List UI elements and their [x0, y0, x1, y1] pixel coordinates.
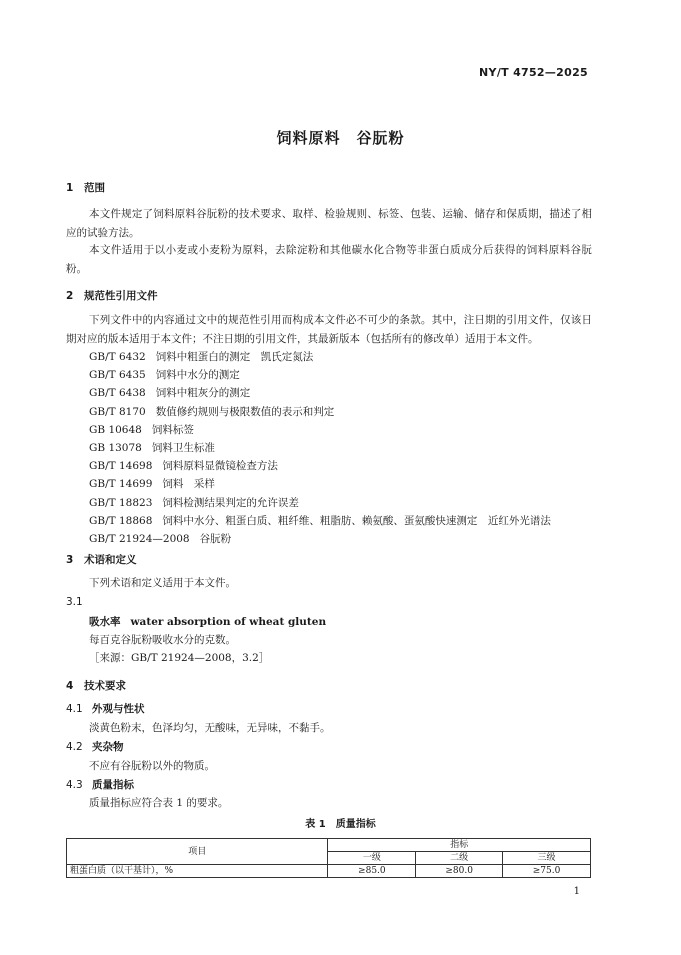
scope-paragraph-2: 本文件适用于以小麦或小麦粉为原料，去除淀粉和其他碳水化合物等非蛋白质成分后获得的饲料原料谷朊粉。: [66, 244, 592, 275]
section-title: 术语和定义: [84, 554, 137, 566]
reference-code: GB/T 6438: [89, 387, 146, 400]
reference-code: GB/T 18868: [89, 514, 153, 527]
scope-paragraph-1: 本文件规定了饲料原料谷朊粉的技术要求、取样、检验规则、标签、包装、运输、储存和保质期，描述了相应的试验方法。: [66, 208, 592, 239]
reference-code: GB/T 18823: [89, 496, 153, 509]
reference-title: 谷朊粉: [199, 533, 232, 545]
reference-item: [89, 367, 240, 382]
section-number: 4: [66, 680, 74, 692]
standard-code: NY/T 4752—2025: [479, 66, 588, 79]
reference-item: [89, 495, 299, 510]
document-title: 饲料原料 谷朊粉: [276, 129, 405, 147]
section-title: 技术要求: [84, 680, 126, 692]
reference-code: GB 13078: [89, 442, 142, 454]
table-header-row: [67, 839, 591, 852]
term-number-label: 3.1: [66, 596, 83, 608]
reference-item: [89, 404, 334, 419]
reference-title: 饲料检测结果判定的允许误差: [162, 496, 299, 509]
reference-item: [89, 349, 313, 364]
reference-item: [89, 458, 278, 473]
section-1-heading: [66, 180, 105, 195]
row-value-grade-1: ≥85.0: [328, 865, 416, 878]
reference-code: GB/T 14698: [89, 460, 153, 473]
reference-title: 饲料中粗灰分的测定: [155, 387, 251, 400]
terms-intro: 下列术语和定义适用于本文件。: [89, 577, 236, 589]
term-chinese: 吸水率: [89, 616, 121, 628]
reference-title: 饲料中水分、粗蛋白质、粗纤维、粗脂肪、赖氨酸、蛋氨酸快速测定 近红外光谱法: [162, 514, 551, 527]
reference-code: GB/T 8170: [89, 405, 146, 418]
section-title: 范围: [84, 182, 105, 194]
reference-title: 饲料原料显微镜检查方法: [162, 460, 278, 473]
term-source: ［来源：GB/T 21924—2008，3.2］: [89, 652, 270, 664]
reference-code: GB 10648: [89, 423, 142, 436]
header-grade-2: 二级: [416, 852, 503, 865]
appearance-text: 淡黄色粉末，色泽均匀，无酸味，无异味，不黏手。: [89, 722, 331, 734]
subsection-number: 4.1: [66, 703, 83, 715]
reference-item: [89, 422, 194, 437]
term-number: [66, 596, 92, 608]
row-item: 粗蛋白质（以干基计），%: [67, 865, 328, 878]
reference-code: GB/T 6435: [89, 369, 146, 382]
subsection-number: 4.3: [66, 779, 83, 791]
term-entry: [89, 614, 326, 629]
term-english: water absorption of wheat gluten: [130, 616, 327, 628]
subsection-number: 4.2: [66, 741, 83, 753]
reference-item: [89, 531, 231, 546]
reference-item: [89, 385, 250, 400]
subsection-4-3-heading: [66, 777, 134, 792]
row-value-grade-3: ≥75.0: [503, 865, 591, 878]
subsection-4-2-heading: [66, 739, 124, 754]
subsection-title: 质量指标: [92, 779, 134, 791]
reference-item: [89, 476, 215, 491]
reference-title: 饲料中粗蛋白的测定 凯氏定氮法: [155, 351, 314, 363]
section-2-heading: [66, 288, 158, 303]
table-row: [67, 865, 591, 878]
reference-title: 饲料中水分的测定: [155, 369, 240, 382]
reference-code: GB/T 14699: [89, 478, 153, 491]
section-number: 1: [66, 182, 74, 194]
reference-code: GB/T 6432: [89, 351, 146, 363]
subsection-title: 夹杂物: [92, 741, 124, 753]
row-value-grade-2: ≥80.0: [416, 865, 503, 878]
impurities-text: 不应有谷朊粉以外的物质。: [89, 760, 215, 772]
quality-index-table: [66, 838, 591, 878]
section-number: 2: [66, 290, 74, 302]
section-4-heading: [66, 678, 126, 693]
section-3-heading: [66, 552, 137, 567]
reference-code: GB/T 21924—2008: [89, 533, 190, 545]
normative-references-intro: 下列文件中的内容通过文中的规范性引用而构成本文件必不可少的条款。其中，注日期的引用文件，仅该日期对应的版本适用于本文件；不注日期的引用文件，其最新版本（包括所有的修改单）适用于本文件。: [66, 314, 592, 345]
subsection-4-1-heading: [66, 701, 145, 716]
reference-item: [89, 513, 551, 528]
term-definition: 每百克谷朊粉吸收水分的克数。: [89, 634, 236, 646]
page-number: 1: [573, 886, 580, 897]
section-number: 3: [66, 554, 74, 566]
reference-title: 数值修约规则与极限数值的表示和判定: [155, 405, 335, 418]
header-index: 指标: [328, 839, 591, 852]
header-grade-1: 一级: [328, 852, 416, 865]
reference-item: [89, 440, 215, 455]
quality-text: 质量指标应符合表 1 的要求。: [89, 797, 229, 809]
section-title: 规范性引用文件: [84, 290, 158, 302]
subsection-title: 外观与性状: [92, 703, 145, 715]
reference-title: 饲料标签: [151, 423, 194, 436]
reference-title: 饲料卫生标准: [151, 442, 215, 454]
header-item: 项目: [67, 839, 328, 865]
header-grade-3: 三级: [503, 852, 591, 865]
reference-title: 饲料 采样: [162, 478, 215, 491]
table-caption: 表 1 质量指标: [305, 819, 376, 830]
